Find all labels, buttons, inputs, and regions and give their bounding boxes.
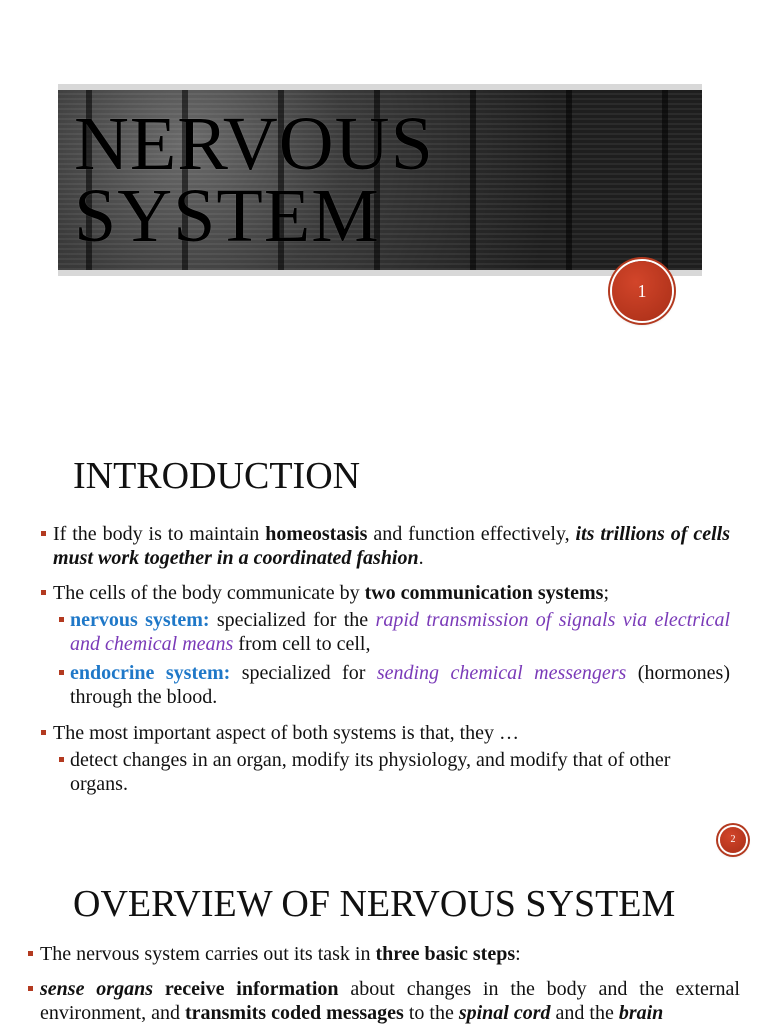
intro-bullet-important-aspect: [53, 721, 730, 745]
bold-italic-text: spinal cord: [458, 1002, 551, 1024]
intro-heading: INTRODUCTION: [73, 455, 361, 497]
text: The cells of the body communicate by: [53, 582, 365, 604]
bold-text: homeostasis: [265, 523, 368, 545]
emphasis-text: sending chemical messengers: [376, 662, 627, 684]
bold-text: transmits coded messages: [184, 1002, 404, 1024]
overview-bullet-three-steps: [40, 942, 740, 966]
bold-text: two communication systems: [364, 582, 604, 604]
text: The nervous system carries out its task in: [40, 943, 376, 965]
overview-heading: OVERVIEW OF NERVOUS SYSTEM: [73, 883, 676, 925]
text: about changes in the body and the external environment, and: [40, 978, 740, 1024]
slide-number-badge-1: 1: [612, 261, 672, 321]
text: from cell to cell,: [233, 633, 371, 655]
intro-subbullet-detect-changes: [70, 748, 710, 796]
slide-number-badge-2: 2: [720, 827, 746, 853]
text: :: [515, 943, 521, 965]
text: to the: [403, 1002, 459, 1024]
bold-italic-text: sense organs: [40, 978, 153, 1000]
text: and the: [550, 1002, 619, 1024]
overview-bullet-sense-organs: [40, 977, 740, 1025]
intro-subbullet-nervous: [70, 608, 730, 656]
emphasis-text: rapid transmission of signals via electrical and chemical means: [70, 609, 731, 655]
bold-italic-text: brain: [618, 1002, 664, 1024]
bold-italic-text: its trillions of cells must work together in a coordinated fashion: [53, 523, 730, 569]
intro-bullet-communication: [53, 581, 730, 605]
slide-title-line2: SYSTEM: [74, 174, 380, 258]
text: specialized for: [230, 662, 377, 684]
bold-text: receive information: [153, 978, 339, 1000]
term-nervous-system: nervous system:: [70, 609, 210, 631]
text: ;: [603, 582, 610, 604]
text: detect changes in an organ, modify its physiology, and modify that of other organs.: [70, 749, 671, 795]
term-endocrine-system: endocrine system:: [70, 662, 231, 684]
text: specialized for the: [209, 609, 376, 631]
text: .: [418, 547, 424, 569]
intro-bullet-homeostasis: [53, 522, 730, 570]
text: (hormones) through the blood.: [70, 662, 730, 708]
intro-subbullet-endocrine: [70, 661, 730, 709]
slide-title-line1: NERVOUS: [74, 102, 434, 186]
text: and function effectively,: [367, 523, 576, 545]
text: If the body is to maintain: [53, 523, 266, 545]
slide-title: [74, 102, 434, 258]
bold-text: three basic steps: [375, 943, 516, 965]
text: The most important aspect of both systems is that, they …: [53, 722, 520, 744]
